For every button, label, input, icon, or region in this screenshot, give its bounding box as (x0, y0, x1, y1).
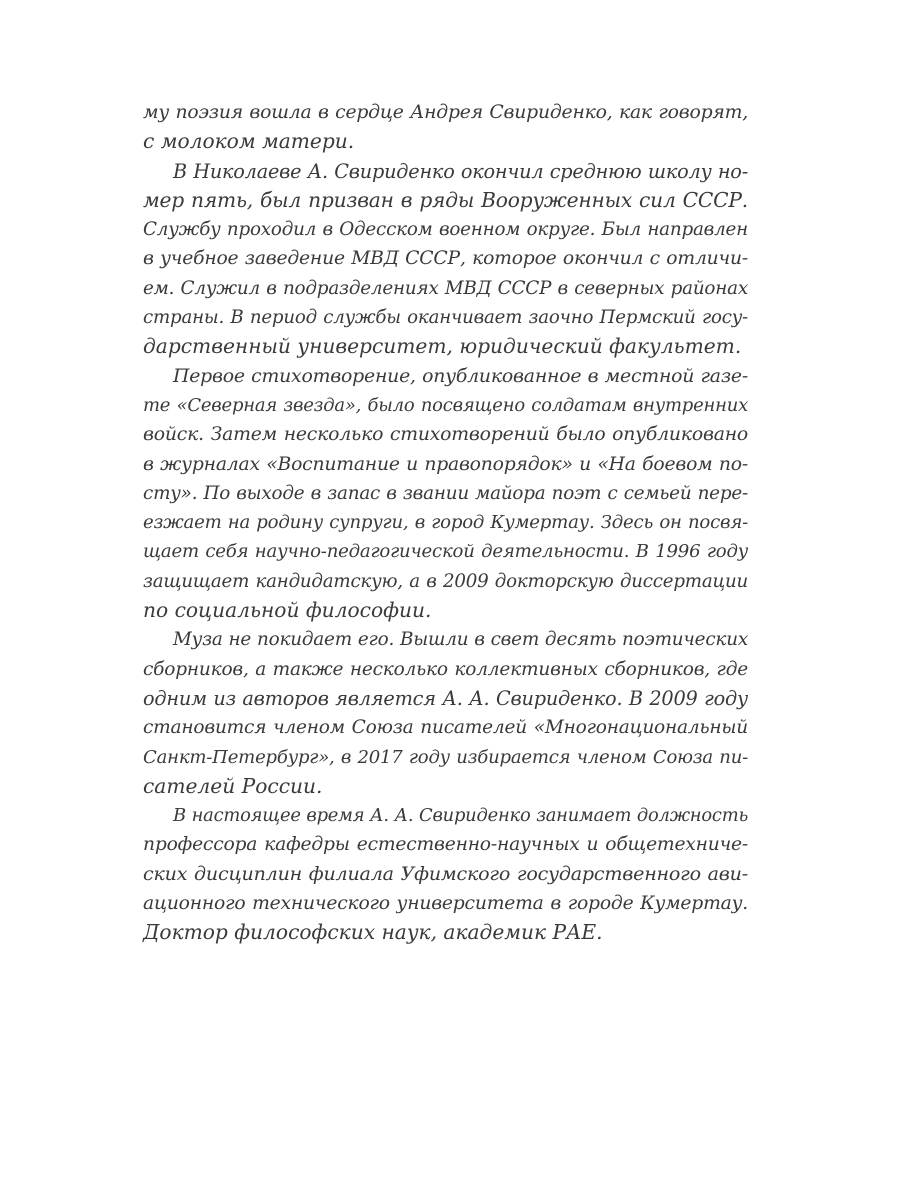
text-line: Муза не покидает его. Вышли в свет десять поэтических (173, 629, 748, 651)
text-line: в учебное заведение МВД СССР, которое окончил с отличи- (143, 248, 748, 270)
text-line: одним из авторов является А. А. Свириденко. В 2009 году (143, 686, 748, 710)
text-line: сту». По выходе в запас в звании майора поэт с семьей пере- (143, 482, 748, 504)
paragraph-1 (143, 98, 748, 157)
text-line: сателей России. (143, 773, 323, 798)
text-line: ационного технического университета в городе Кумертау. (143, 893, 748, 915)
text-line: становится членом Союза писателей «Многонациональный (143, 717, 748, 739)
text-line: Первое стихотворение, опубликованное в местной газе- (173, 365, 748, 387)
text-line: защищает кандидатскую, а в 2009 докторскую диссертации (143, 570, 748, 592)
text-line: в журналах «Воспитание и правопорядок» и «На боевом по- (143, 453, 748, 475)
text-line: Службу проходил в Одесском военном округе. Был направлен (143, 219, 748, 241)
text-line: В Николаеве А. Свириденко окончил среднюю школу но- (173, 159, 748, 183)
text-line: Санкт-Петербург», в 2017 году избирается членом Союза пи- (143, 746, 748, 768)
page-body (143, 98, 748, 948)
paragraph-5 (143, 801, 748, 947)
text-line: ем. Служил в подразделениях МВД СССР в северных районах (143, 277, 748, 299)
text-line: Доктор философских наук, академик РАЕ. (143, 920, 603, 945)
text-line: профессора кафедры естественно-научных и общетехниче- (143, 834, 748, 856)
text-line: те «Северная звезда», было посвящено солдатам внутренних (143, 394, 748, 416)
text-line: дарственный университет, юридический факультет. (143, 334, 742, 359)
paragraph-2 (143, 157, 748, 362)
text-line: мер пять, был призван в ряды Вооруженных сил СССР. (143, 187, 748, 212)
text-line: В настоящее время А. А. Свириденко занимает должность (173, 805, 748, 827)
text-line: езжает на родину супруги, в город Кумертау. Здесь он посвя- (143, 512, 748, 534)
text-line: ских дисциплин филиала Уфимского государственного ави- (143, 862, 748, 885)
paragraph-3 (143, 362, 748, 626)
text-line: му поэзия вошла в сердце Андрея Свириденко, как говорят, (143, 102, 748, 123)
text-line: войск. Затем несколько стихотворений было опубликовано (143, 424, 748, 446)
paragraph-4 (143, 625, 748, 801)
text-line: щает себя научно-педагогической деятельности. В 1996 году (143, 541, 748, 563)
text-line: по социальной философии. (143, 598, 432, 623)
text-line: с молоком матери. (143, 129, 355, 154)
text-line: страны. В период службы оканчивает заочно Пермский госу- (143, 307, 748, 329)
text-line: сборников, а также несколько коллективных сборников, где (143, 658, 748, 680)
